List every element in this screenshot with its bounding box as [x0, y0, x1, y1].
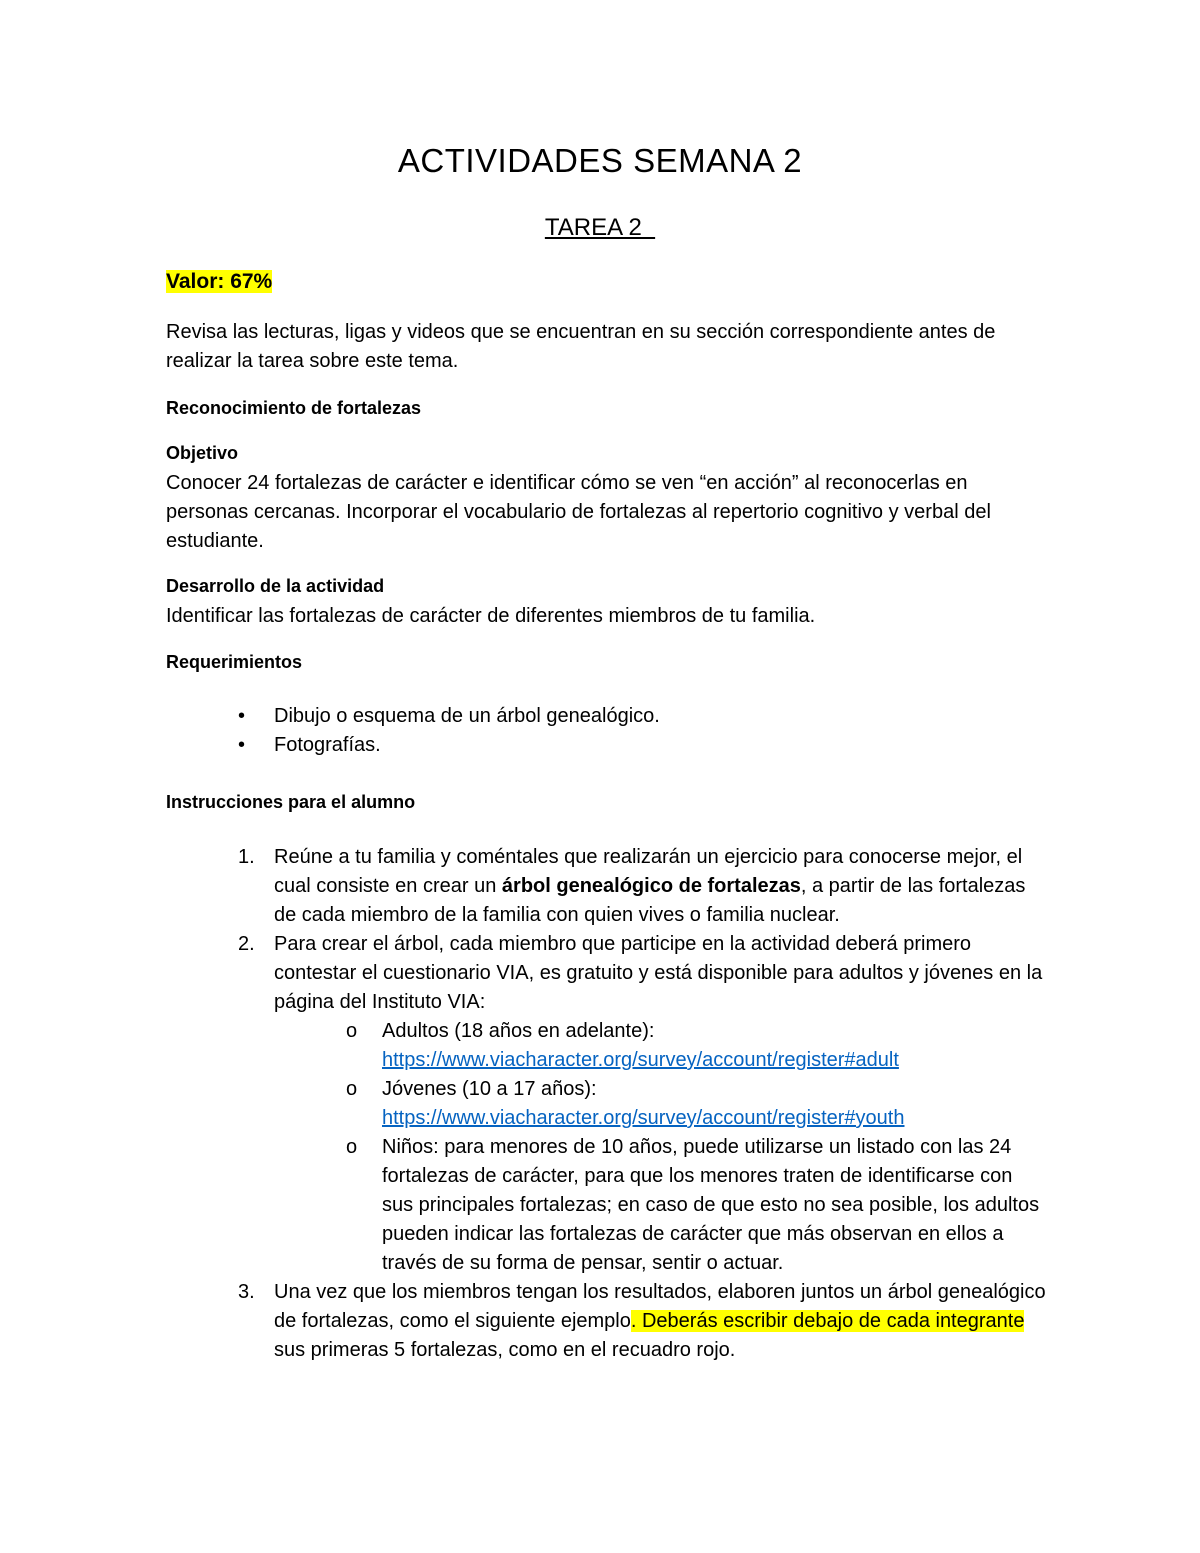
sub-list-item [274, 1017, 1046, 1075]
list-item [166, 702, 660, 731]
list-item [166, 731, 660, 760]
instructions-list [166, 843, 1046, 1365]
page-title: ACTIVIDADES SEMANA 2 [397, 142, 803, 179]
objective-text: Conocer 24 fortalezas de carácter e identificar cómo se ven “en acción” al reconocerlas en personas cercanas. Incorporar el vocabulario de fortalezas al repertorio cognitivo y verbal del estudiante. [166, 472, 991, 552]
list-item [166, 930, 1046, 1278]
step-text: , a partir de las fortalezas de cada miembro de la familia con quien vives o familia nuclear. [274, 875, 1026, 926]
circle-bullet-icon: o [346, 1078, 358, 1100]
instructions-heading: Instrucciones para el alumno [166, 792, 416, 812]
requirements-list [166, 702, 660, 760]
requirements-heading: Requerimientos [166, 652, 303, 672]
value-highlight: Valor: 67% [166, 270, 273, 293]
requirement-text: Dibujo o esquema de un árbol genealógico. [274, 705, 660, 727]
development-heading: Desarrollo de la actividad [166, 576, 385, 596]
step-text: Para crear el árbol, cada miembro que participe en la actividad deberá primero contestar el cuestionario VIA, es gratuito y está disponible para adultos y jóvenes en la página del Instituto VIA: [274, 933, 1043, 1013]
step-text: Una vez que los miembros tengan los resultados, elaboren juntos un árbol genealógico de fortalezas, como el siguiente ejemplo [274, 1281, 1046, 1332]
list-item [166, 1278, 1046, 1365]
subtitle-text: TAREA 2 [544, 214, 656, 241]
bullet-icon: • [238, 705, 246, 727]
sub-list [274, 1017, 1046, 1278]
bullet-icon: • [238, 734, 246, 756]
adults-survey-link[interactable]: https://www.viacharacter.org/survey/account/register#adult [382, 1049, 899, 1071]
youth-label: Jóvenes (10 a 17 años): [382, 1078, 597, 1100]
section-title: Reconocimiento de fortalezas [166, 398, 422, 418]
circle-bullet-icon: o [346, 1020, 358, 1042]
step-bold-text: árbol genealógico de fortalezas [501, 875, 801, 897]
page-subtitle [0, 214, 1200, 242]
kids-text: Niños: para menores de 10 años, puede utilizarse un listado con las 24 fortalezas de carácter, para que los menores traten de identificarse con sus principales fortalezas; en caso de que esto no sea posible, los adultos pueden indicar las fortalezas de carácter que más observan en ellos a través de su forma de pensar, sentir o actuar. [382, 1136, 1040, 1274]
sub-list-item [274, 1133, 1046, 1278]
circle-bullet-icon: o [346, 1136, 358, 1158]
step-number: 3. [238, 1281, 255, 1303]
step-number: 1. [238, 846, 255, 868]
step-number: 2. [238, 933, 255, 955]
value-label [166, 270, 272, 294]
step-highlight-text: . Deberás escribir debajo de cada integrante [630, 1310, 1025, 1332]
step-text: Reúne a tu familia y coméntales que realizarán un ejercicio para conocerse mejor, el cual consiste en crear un [274, 846, 1023, 897]
objective-heading: Objetivo [166, 443, 239, 463]
youth-survey-link[interactable]: https://www.viacharacter.org/survey/account/register#youth [382, 1107, 905, 1129]
sub-list-item [274, 1075, 1046, 1133]
list-item [166, 843, 1046, 930]
development-text: Identificar las fortalezas de carácter de diferentes miembros de tu familia. [166, 605, 816, 627]
step-text: sus primeras 5 fortalezas, como en el recuadro rojo. [274, 1339, 736, 1361]
intro-paragraph: Revisa las lecturas, ligas y videos que se encuentran en su sección correspondiente antes de realizar la tarea sobre este tema. [166, 321, 996, 372]
adults-label: Adultos (18 años en adelante): [382, 1020, 655, 1042]
requirement-text: Fotografías. [274, 734, 381, 756]
